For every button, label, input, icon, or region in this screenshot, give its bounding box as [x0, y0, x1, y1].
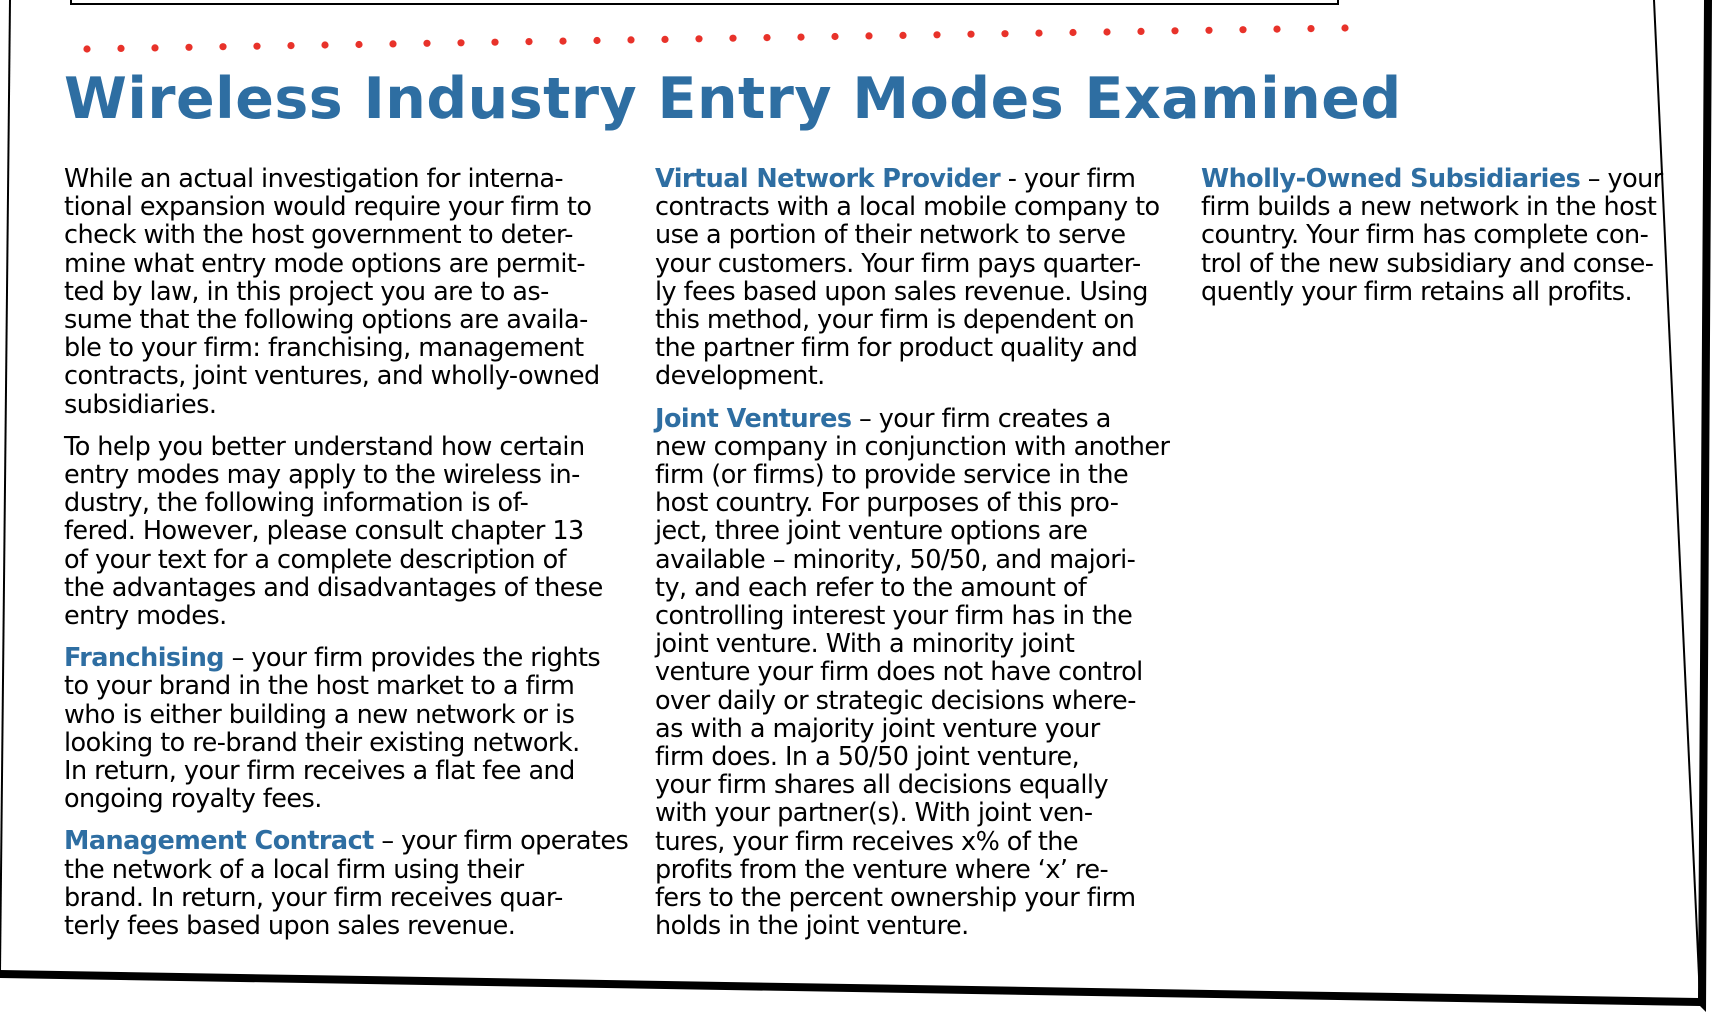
red-dot	[1205, 27, 1212, 34]
management-term: Management Contract	[64, 826, 374, 857]
red-dot	[899, 32, 906, 39]
red-dot	[185, 44, 192, 51]
red-dot	[457, 39, 464, 46]
red-dot	[287, 42, 294, 49]
frame-top-right-edge	[1654, 0, 1700, 998]
joint-paragraph: Joint Ventures – your firm creates a new company in conjunction with another firm (or firms) to provide service in the host country. For purposes of this pro- ject, three joint venture options are available – minority, 50/50, and majori- ty, and each refer to the amount of controlling interest your firm has in the joint venture. With a minority joint venture your firm does not have control over daily or strategic decisions where- as with a majority joint venture your firm does. In a 50/50 joint venture, your firm shares all decisions equally with your partner(s). With joint ven- tures, your firm receives x% of the profits from the venture where ‘x’ re- fers to the percent ownership your firm holds in the joint venture.	[655, 403, 1170, 942]
red-dot	[967, 31, 974, 38]
franchising-paragraph: Franchising – your firm provides the rights to your brand in the host market to a firm who is either building a new network or is looking to re-brand their existing network. In return, your firm receives a flat fee and ongoing royalty fees.	[64, 643, 601, 815]
red-dot	[253, 43, 260, 50]
red-dot	[423, 40, 430, 47]
virtual-paragraph: Virtual Network Provider - your firm contracts with a local mobile company to use a portion of their network to serve your customers. Your firm pays quarter- ly fees based upon sales revenue. Using this method, your firm is dependent on the partner firm for product quality and development.	[655, 164, 1160, 392]
column-3	[1201, 165, 1691, 320]
virtual-term: Virtual Network Provider	[655, 164, 1001, 194]
red-dot	[389, 40, 396, 47]
frame-left-edge	[0, 0, 10, 972]
red-dot	[865, 32, 872, 39]
red-dot	[1341, 24, 1348, 31]
red-dot	[797, 34, 804, 41]
red-dot	[593, 37, 600, 44]
management-paragraph: Management Contract – your firm operates the network of a local firm using their brand. In return, your firm receives quar- terly fees based upon sales revenue.	[64, 826, 629, 942]
red-dot	[117, 45, 124, 52]
red-dot	[695, 35, 702, 42]
red-dot	[525, 38, 532, 45]
top-box	[71, 0, 1338, 4]
joint-term: Joint Ventures	[655, 403, 852, 434]
intro-paragraph: While an actual investigation for interna- tional expansion would require your firm to check with the host government to deter- mine what entry mode options are permit- ted by law, in this project you are to as- sume that the following options are availa- ble to your firm: franchising, management contracts, joint ventures, and wholly-owned subsidiaries.	[64, 164, 600, 420]
red-dot	[763, 34, 770, 41]
red-dot	[831, 33, 838, 40]
red-dot	[1307, 25, 1314, 32]
franchising-term: Franchising	[64, 643, 225, 674]
red-dotted-line	[83, 24, 1348, 52]
red-dot	[321, 41, 328, 48]
red-dot	[933, 31, 940, 38]
wholly-term: Wholly-Owned Subsidiaries	[1201, 164, 1581, 194]
red-dot	[1137, 28, 1144, 35]
red-dot	[355, 41, 362, 48]
red-dot	[1239, 26, 1246, 33]
red-dot	[559, 38, 566, 45]
column-2	[655, 164, 1170, 954]
red-dot	[1273, 26, 1280, 33]
red-dot	[151, 44, 158, 51]
column-1	[64, 164, 629, 954]
red-dot	[1069, 29, 1076, 36]
red-dot	[627, 36, 634, 43]
red-dot	[1103, 28, 1110, 35]
red-dot	[1001, 30, 1008, 37]
red-dot	[729, 35, 736, 42]
red-dot	[83, 45, 90, 52]
wholly-paragraph: Wholly-Owned Subsidiaries – your firm builds a new network in the host country. Your firm has complete con- trol of the new subsidiary and conse- quently your firm retains all profits.	[1201, 164, 1663, 307]
red-dot	[1035, 29, 1042, 36]
red-dot	[661, 36, 668, 43]
red-dot	[491, 39, 498, 46]
page-title: Wireless Industry Entry Modes Examined	[64, 66, 1402, 132]
help-paragraph: To help you better understand how certain entry modes may apply to the wireless in- dustry, the following information is of- fered. However, please consult chapter 13 of your text for a complete description of the advantages and disadvantages of these entry modes.	[64, 431, 603, 632]
red-dot	[219, 43, 226, 50]
red-dot	[1171, 27, 1178, 34]
